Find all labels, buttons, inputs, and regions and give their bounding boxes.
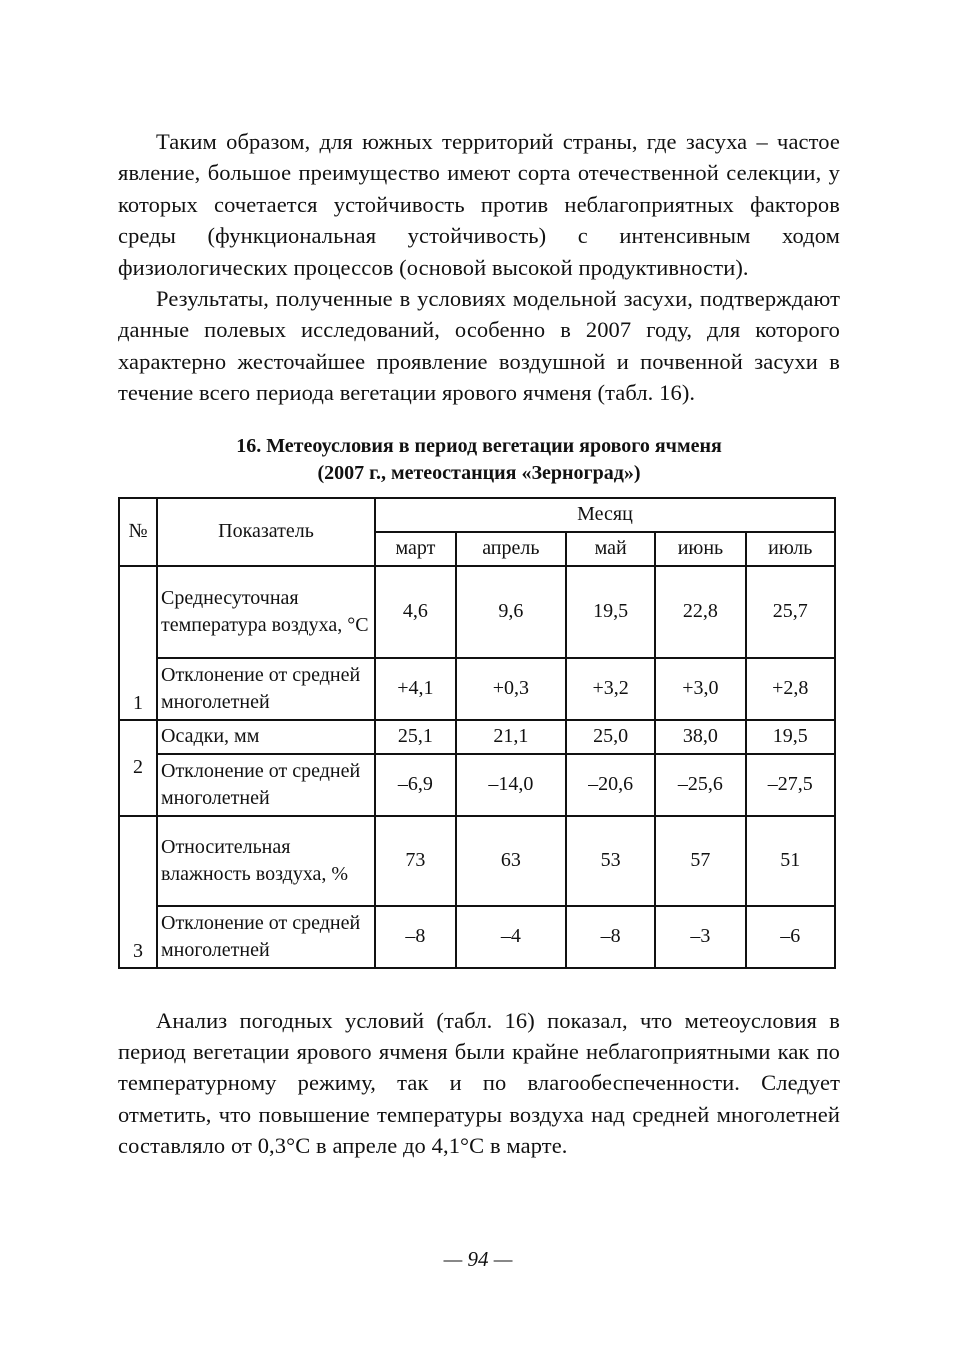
table-cell: –3 bbox=[655, 906, 745, 968]
table-caption-line: (2007 г., метеостанция «Зерноград») bbox=[317, 461, 641, 484]
row-number: 2 bbox=[119, 720, 157, 816]
table-cell: 38,0 bbox=[655, 720, 745, 754]
page-number: — 94 — bbox=[443, 1247, 513, 1271]
table-cell: +3,0 bbox=[655, 658, 745, 720]
table-row bbox=[119, 816, 835, 906]
header-month-cell: март bbox=[375, 532, 456, 566]
table-cell: –8 bbox=[566, 906, 655, 968]
table-cell: 22,8 bbox=[655, 566, 745, 658]
row-number: 1 bbox=[119, 566, 157, 720]
row-indicator: Осадки, мм bbox=[157, 720, 375, 754]
table-cell: –4 bbox=[456, 906, 566, 968]
table-cell: 25,1 bbox=[375, 720, 456, 754]
table-header-row bbox=[119, 498, 835, 532]
table-row bbox=[119, 754, 835, 816]
weather-table bbox=[118, 497, 836, 969]
header-month-cell: апрель bbox=[456, 532, 566, 566]
table-cell: 53 bbox=[566, 816, 655, 906]
table-cell: –14,0 bbox=[456, 754, 566, 816]
table-row bbox=[119, 906, 835, 968]
table-cell: –25,6 bbox=[655, 754, 745, 816]
table-cell: +2,8 bbox=[746, 658, 835, 720]
row-indicator: Относительная влажность воздуха, % bbox=[157, 816, 375, 906]
table-cell: 51 bbox=[746, 816, 835, 906]
header-num: № bbox=[119, 498, 157, 566]
row-indicator: Отклонение от средней многолетней bbox=[157, 658, 375, 720]
table-cell: +3,2 bbox=[566, 658, 655, 720]
header-month-cell: май bbox=[566, 532, 655, 566]
table-cell: –6,9 bbox=[375, 754, 456, 816]
paragraph: Таким образом, для южных территорий страны, где засуха – частое явление, большое преимущество имеют сорта отечественной селекции, у которых сочетается устойчивость против неблагоприятных факторов среды (функциональная устойчивость) с интенсивным ходом физиологических процессов (основой высокой продуктивности). bbox=[118, 129, 840, 280]
table-row bbox=[119, 566, 835, 658]
table-cell: 57 bbox=[655, 816, 745, 906]
header-month-cell: июль bbox=[746, 532, 835, 566]
table-cell: 9,6 bbox=[456, 566, 566, 658]
table-row bbox=[119, 720, 835, 754]
table-caption-line: 16. Метеоусловия в период вегетации ярового ячменя bbox=[236, 434, 722, 457]
table-caption bbox=[118, 433, 840, 487]
row-indicator: Отклонение от средней многолетней bbox=[157, 754, 375, 816]
table-cell: 73 bbox=[375, 816, 456, 906]
table-cell: –6 bbox=[746, 906, 835, 968]
row-indicator: Отклонение от средней многолетней bbox=[157, 906, 375, 968]
row-indicator: Среднесуточная температура воздуха, °С bbox=[157, 566, 375, 658]
header-month: Месяц bbox=[375, 498, 835, 532]
header-month-cell: июнь bbox=[655, 532, 745, 566]
table-cell: 19,5 bbox=[746, 720, 835, 754]
table-cell: 25,7 bbox=[746, 566, 835, 658]
table-cell: +4,1 bbox=[375, 658, 456, 720]
table-cell: 19,5 bbox=[566, 566, 655, 658]
table-cell: –27,5 bbox=[746, 754, 835, 816]
table-cell: 63 bbox=[456, 816, 566, 906]
table-cell: –8 bbox=[375, 906, 456, 968]
table-row bbox=[119, 658, 835, 720]
page-body bbox=[118, 126, 840, 1162]
header-indicator: Показатель bbox=[157, 498, 375, 566]
paragraph: Анализ погодных условий (табл. 16) показал, что метеоусловия в период вегетации ярового ячменя были крайне неблагоприятными как по температурному режиму, так и по влагообеспеченности. Следует отметить, что повышение температуры воздуха над средней многолетней составляло от 0,3°С в апреле до 4,1°С в марте. bbox=[118, 1007, 840, 1159]
paragraph: Результаты, полученные в условиях модельной засухи, подтверждают данные полевых исследований, особенно в 2007 году, для которого характерно жесточайшее проявление воздушной и почвенной засухи в течение всего периода вегетации ярового ячменя (табл. 16). bbox=[118, 286, 840, 406]
table-cell: 4,6 bbox=[375, 566, 456, 658]
table-cell: 21,1 bbox=[456, 720, 566, 754]
table-cell: 25,0 bbox=[566, 720, 655, 754]
row-number: 3 bbox=[119, 816, 157, 968]
table-cell: +0,3 bbox=[456, 658, 566, 720]
table-cell: –20,6 bbox=[566, 754, 655, 816]
